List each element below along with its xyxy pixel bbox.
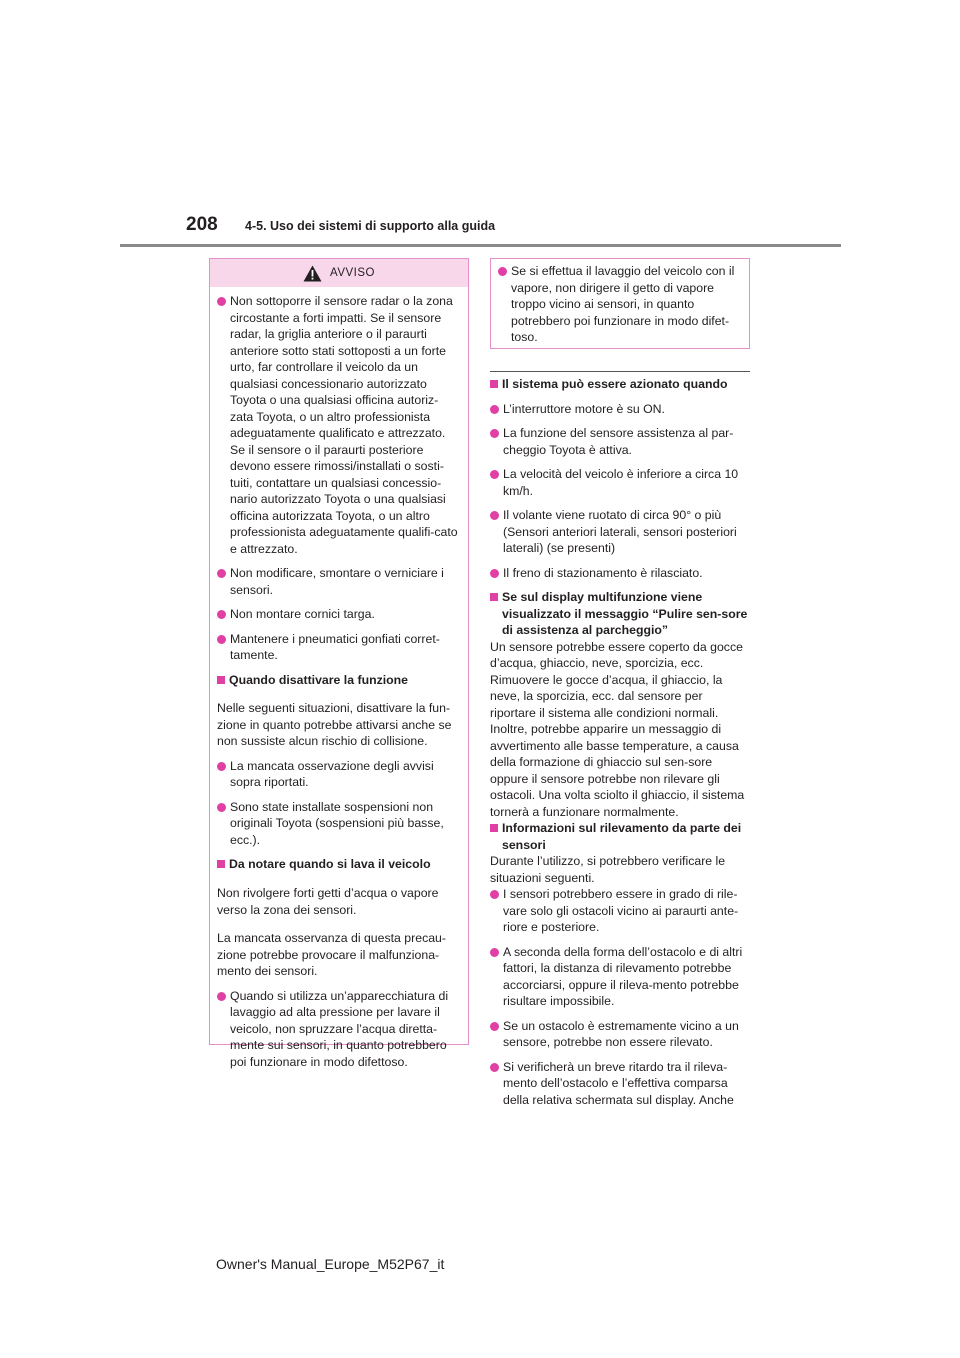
subheading-text: Da notare quando si lava il veicolo <box>229 857 431 872</box>
warning-bullet <box>217 631 460 664</box>
subheading-text: Se sul display multifunzione viene visualizzato il messaggio “Pulire sen-sore di assistenza al parcheggio” <box>502 590 748 637</box>
warning-box-continued <box>490 258 750 349</box>
bullet-text: I sensori potrebbero essere in grado di rile-vare solo gli ostacoli vicino ai paraurti ante-riore e posteriore. <box>503 887 739 934</box>
subheading-text: Informazioni sul rilevamento da parte dei sensori <box>502 821 742 852</box>
bullet-dot-icon <box>498 267 507 276</box>
bullet-text: Il freno di stazionamento è rilasciato. <box>503 565 703 580</box>
bullet-text: Non modificare, smontare o verniciare i sensori. <box>230 566 444 597</box>
bullet-text: Non sottoporre il sensore radar o la zona circostante a forti impatti. Se il sensore radar, la griglia anteriore o il paraurti anteriore sotto stati sottoposti a un forte urto, far controllare il veicolo da un qualsiasi concessionario autorizzato Toyota o una qualsiasi officina autoriz-zata Toyota, o un altro professionista adeguatamente qualificato e attrezzato. Se il sensore o il paraurti posteriore devono essere rimossi/installati o sosti-tuiti, contattare un qualsiasi concessio-nario autorizzato Toyota o una qualsiasi officina autorizzata Toyota, o un altro professionista adeguatamente qualifi-cato e attrezzato. <box>230 294 458 556</box>
warning-bullet <box>217 565 460 598</box>
bullet-dot-icon <box>490 890 499 899</box>
bullet-dot-icon <box>490 429 499 438</box>
bullet-dot-icon <box>217 297 226 306</box>
warning-label: AVVISO <box>330 267 375 279</box>
paragraph: Non rivolgere forti getti d’acqua o vapore verso la zona dei sensori. <box>217 886 439 917</box>
list-item <box>490 886 750 936</box>
bullet-dot-icon <box>217 803 226 812</box>
list-item <box>490 507 750 557</box>
bullet-dot-icon <box>217 635 226 644</box>
bullet-text: La velocità del veicolo è inferiore a circa 10 km/h. <box>503 467 739 498</box>
warning-header <box>210 259 468 287</box>
bullet-dot-icon <box>490 1063 499 1072</box>
subheading-operate <box>490 376 750 393</box>
subheading-detection <box>490 820 750 853</box>
bullet-text: La mancata osservazione degli avvisi sopra riportati. <box>230 758 434 790</box>
paragraph: Durante l’utilizzo, si potrebbero verificare le situazioni seguenti. <box>490 854 726 885</box>
warning-triangle-icon <box>303 265 322 282</box>
square-bullet-icon <box>217 676 225 684</box>
bullet-dot-icon <box>217 762 226 771</box>
subheading-disable <box>217 672 460 689</box>
bullet-dot-icon <box>490 948 499 957</box>
paragraph: Un sensore potrebbe essere coperto da gocce d’acqua, ghiaccio, neve, sporcizia, ecc. Rimuovere le gocce d’acqua, il ghiaccio, la neve, la sporcizia, ecc. dal sensore per riportare il sistema alle condizioni normali. <box>490 639 743 720</box>
square-bullet-icon <box>490 380 498 388</box>
subheading-wash <box>217 856 460 873</box>
bullet-text: La funzione del sensore assistenza al par-cheggio Toyota è attiva. <box>503 426 734 457</box>
page-number: 208 <box>186 214 218 235</box>
bullet-dot-icon <box>490 511 499 520</box>
bullet-dot-icon <box>217 610 226 619</box>
paragraph: Inoltre, potrebbe apparire un messaggio di avvertimento alle basse temperature, a causa della formazione di ghiaccio sul sen-sore oppure il sensore potrebbe non rilevare gli ostacoli. Una volta sciolto il ghiaccio, il sistema tornerà a funzionare normalmente. <box>490 722 745 819</box>
bullet-text: Si verificherà un breve ritardo tra il rileva-mento dell’ostacolo e l’effettiva comparsa della relativa schermata sul display. Anche <box>503 1059 734 1107</box>
list-item <box>490 1018 750 1051</box>
square-bullet-icon <box>490 824 498 832</box>
paragraph: Nelle seguenti situazioni, disattivare la fun-zione in quanto potrebbe attivarsi anche se non sussiste alcun rischio di collisione. <box>217 701 452 749</box>
bullet-dot-icon <box>490 569 499 578</box>
list-item <box>490 1059 750 1109</box>
square-bullet-icon <box>217 860 225 868</box>
warning-bullet <box>217 988 460 1071</box>
bullet-text: Sono state installate sospensioni non originali Toyota (sospensioni più basse, ecc.). <box>230 799 444 847</box>
warning-box <box>209 258 469 1069</box>
bullet-text: A seconda della forma dell’ostacolo e di altri fattori, la distanza di rilevamento potrebbe accorciarsi, oppure il rileva-mento potrebbe risultare impossibile. <box>503 944 743 1008</box>
header-rule <box>120 244 841 247</box>
subheading-text: Il sistema può essere azionato quando <box>502 377 728 391</box>
section-rule <box>490 371 750 372</box>
bullet-text: L’interruttore motore è su ON. <box>503 401 665 416</box>
warning-bullet <box>217 758 460 791</box>
paragraph: La mancata osservanza di questa precau-zione potrebbe provocare il malfunziona-mento dei sensori. <box>217 931 446 979</box>
list-item <box>490 466 750 499</box>
warning-bullet <box>217 293 460 557</box>
right-column <box>490 371 750 1116</box>
warning-body <box>210 287 468 1070</box>
bullet-dot-icon <box>490 1022 499 1031</box>
warning-bullet <box>217 799 460 849</box>
list-item <box>490 565 750 582</box>
bullet-text: Il volante viene ruotato di circa 90° o più (Sensori anteriori laterali, sensori posteriori laterali) (se presenti) <box>503 508 737 555</box>
bullet-text: Se si effettua il lavaggio del veicolo con il vapore, non dirigere il getto di vapore troppo vicino ai sensori, in quanto potrebbero poi funzionare in modo difet-toso. <box>511 264 735 344</box>
bullet-dot-icon <box>217 992 226 1001</box>
list-item <box>490 401 750 418</box>
bullet-text: Quando si utilizza un’apparecchiatura di lavaggio ad alta pressione per lavare il veicolo, non spruzzare l’acqua diretta-mente sui sensori, in quanto potrebbero poi funzionare in modo difettoso. <box>230 988 449 1069</box>
warning-bullet <box>217 606 460 623</box>
bullet-dot-icon <box>490 470 499 479</box>
list-item <box>490 944 750 1010</box>
bullet-text: Mantenere i pneumatici gonfiati corret-tamente. <box>230 631 440 662</box>
bullet-dot-icon <box>217 569 226 578</box>
section-title: 4-5. Uso dei sistemi di supporto alla guida <box>245 219 496 233</box>
footer-text: Owner's Manual_Europe_M52P67_it <box>216 1256 445 1272</box>
bullet-dot-icon <box>490 405 499 414</box>
list-item <box>490 425 750 458</box>
bullet-text: Se un ostacolo è estremamente vicino a un sensore, potrebbe non essere rilevato. <box>503 1018 739 1049</box>
bullet-text: Non montare cornici targa. <box>230 607 375 621</box>
subheading-text: Quando disattivare la funzione <box>229 672 409 687</box>
subheading-message <box>490 589 750 639</box>
warning-bullet <box>498 263 741 346</box>
square-bullet-icon <box>490 593 498 601</box>
warning-continued-body <box>491 259 749 346</box>
